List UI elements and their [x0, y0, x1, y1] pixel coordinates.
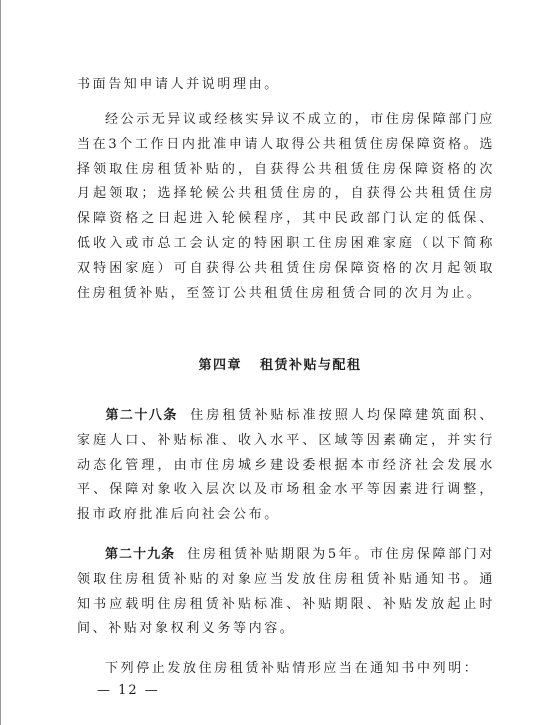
- paragraph-closing-text: 下列停止发放住房租赁补贴情形应当在通知书中列明：: [105, 661, 480, 676]
- paragraph-closing: [77, 657, 495, 682]
- chapter-heading: [1, 354, 558, 373]
- article-28-text: 住房租赁补贴标准按照人均保障建筑面积、家庭人口、补贴标准、收入水平、区域等因素确定，并实行动态化管理，由市住房城乡建设委根据本市经济社会发展水平、保障对象收入层次以及市场租金水平等因素进行调整，报市政府批准后向社会公布。: [77, 408, 495, 523]
- article-29-label: 第二十九条: [105, 547, 176, 562]
- paragraph-continuation: 书面告知申请人并说明理由。: [77, 77, 280, 92]
- chapter-number: 第四章: [198, 358, 242, 373]
- chapter-title: 租赁补贴与配租: [260, 358, 362, 373]
- article-28-label: 第二十八条: [105, 408, 178, 423]
- article-28: [77, 404, 495, 528]
- page-number: — 12 —: [97, 683, 160, 698]
- article-29: [77, 543, 495, 642]
- paragraph-approval-text: 经公示无异议或经核实异议不成立的，市住房保障部门应当在3个工作日内批准申请人取得公共租赁住房保障资格。选择领取住房租赁补贴的，自获得公共租赁住房保障资格的次月起领取；选择轮候公共租赁住房的，自获得公共租赁住房保障资格之日起进入轮候程序，其中民政部门认定的低保、低收入或市总工会认定的特困职工住房困难家庭（以下简称双特困家庭）可自获得公共租赁住房保障资格的次月起领取住房租赁补贴，至签订公共租赁住房租赁合同的次月为止。: [77, 112, 496, 301]
- article-29-text: 住房租赁补贴期限为5年。市住房保障部门对领取住房租赁补贴的对象应当发放住房租赁补贴通知书。通知书应载明住房租赁补贴标准、补贴期限、补贴发放起止时间、补贴对象权利义务等内容。: [77, 547, 495, 637]
- paragraph-approval: [77, 108, 495, 306]
